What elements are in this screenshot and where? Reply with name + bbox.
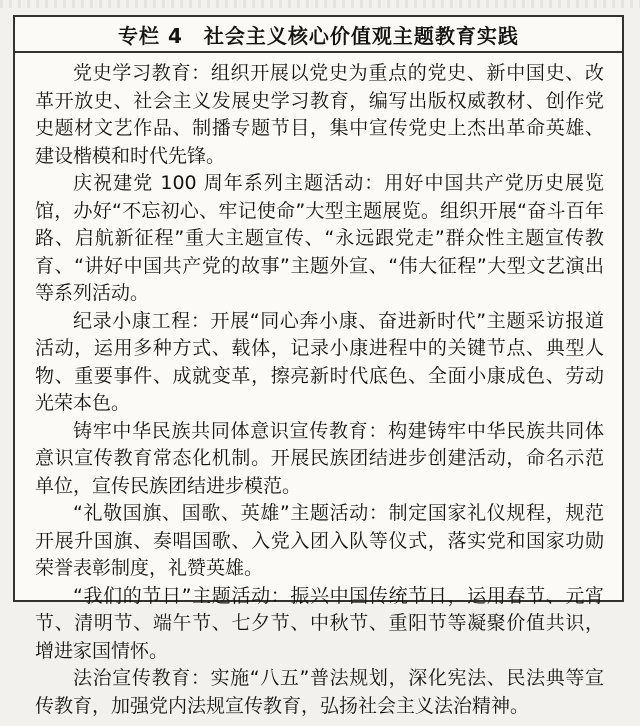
paragraph-flag-anthem-heroes-activities: “礼敬国旗、国歌、英雄”主题活动：制定国家礼仪规程，规范开展升国旗、奏唱国歌、入党入团入队等仪式，落实党和国家功勋荣誉表彰制度，礼赞英雄。 xyxy=(35,502,604,579)
column-title-bar xyxy=(15,17,622,53)
column-body xyxy=(15,53,622,726)
column-title: 专栏 4 社会主义核心价值观主题教育实践 xyxy=(118,23,519,48)
scan-noise-texture xyxy=(0,0,640,8)
paragraph-xiaokang-documentary-project: 纪录小康工程：开展“同心奔小康、奋进新时代”主题采访报道活动，运用多种方式、载体，记录小康进程中的关键节点、典型人物、重要事件、成就变革，擦亮新时代底色、全面小康成色、劳动光荣本色。 xyxy=(35,309,604,414)
paragraph-100th-anniversary-activities: 庆祝建党 100 周年系列主题活动：用好中国共产党历史展览馆，办好“不忘初心、牢记使命”大型主题展览。组织开展“奋斗百年路、启航新征程”重大主题宣传、“永远跟党走”群众性主题宣传教育、“讲好中国共产党的故事”主题外宣、“伟大征程”大型文艺演出等系列活动。 xyxy=(35,172,604,304)
paragraph-rule-of-law-education: 法治宣传教育：实施“八五”普法规划，深化宪法、民法典等宣传教育，加强党内法规宣传教育，弘扬社会主义法治精神。 xyxy=(35,667,604,717)
paragraph-party-history-education: 党史学习教育：组织开展以党史为重点的党史、新中国史、改革开放史、社会主义发展史学习教育，编写出版权威教材、创作党史题材文艺作品、制播专题节目，集中宣传党史上杰出革命英雄、建设楷模和时代先锋。 xyxy=(35,62,604,167)
column-4-panel xyxy=(13,15,624,717)
paragraph-our-festivals-activities: “我们的节日”主题活动：振兴中国传统节日，运用春节、元宵节、清明节、端午节、七夕节、中秋节、重阳节等凝聚价值共识，增进家国情怀。 xyxy=(35,584,604,662)
paragraph-national-community-consciousness: 铸牢中华民族共同体意识宣传教育：构建铸牢中华民族共同体意识宣传教育常态化机制。开展民族团结进步创建活动，命名示范单位，宣传民族团结进步模范。 xyxy=(35,419,604,497)
